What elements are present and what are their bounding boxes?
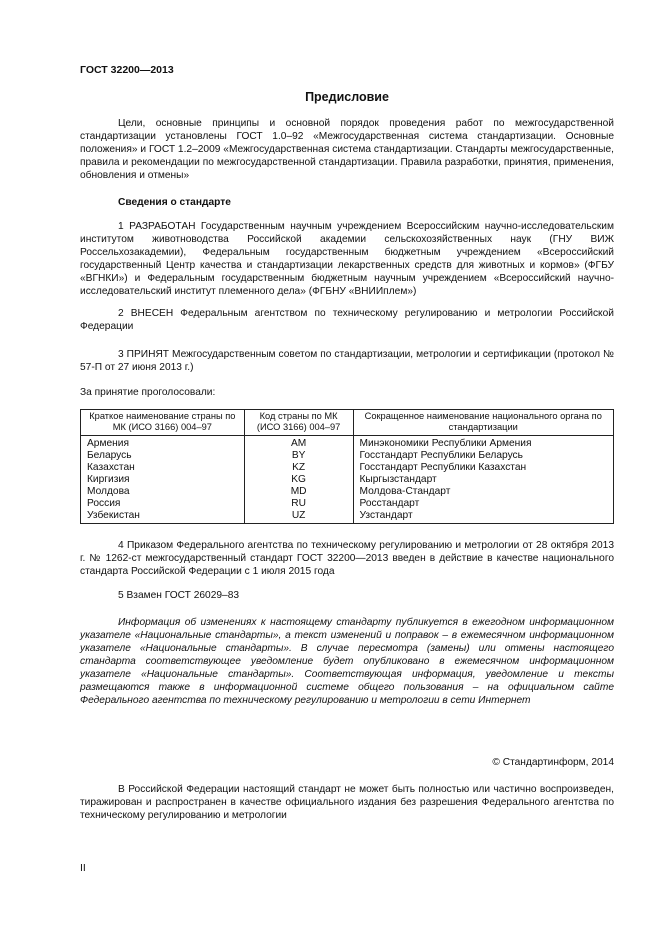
submitted-paragraph: 2 ВНЕСЕН Федеральным агентством по техническому регулированию и метрологии Российской Федерации bbox=[80, 308, 614, 332]
header-country: Краткое наименование страны по МК (ИСО 3166) 004–97 bbox=[81, 410, 245, 436]
country-cell: Узбекистан bbox=[81, 510, 245, 524]
body-cell: Госстандарт Республики Казахстан bbox=[353, 462, 614, 474]
country-cell: Беларусь bbox=[81, 450, 245, 462]
header-body: Сокращенное наименование национального органа по стандартизации bbox=[353, 410, 614, 436]
country-cell: Киргизия bbox=[81, 474, 245, 486]
table-row bbox=[81, 450, 614, 462]
intro-paragraph: Цели, основные принципы и основной порядок проведения работ по межгосударственной стандартизации установлены ГОСТ 1.0–92 «Межгосударственная система стандартизации. Основные положения» и ГОСТ 1.2–2009 «Межгосударственная система стандартизации. Стандарты межгосударственные, правила и рекомендации по межгосударственной стандартизации. Правила разработки, принятия, применения, обновления и отмены» bbox=[80, 118, 614, 181]
body-cell: Кыргызстандарт bbox=[353, 474, 614, 486]
standard-code: ГОСТ 32200—2013 bbox=[80, 64, 174, 76]
country-cell: Молдова bbox=[81, 486, 245, 498]
country-cell: Россия bbox=[81, 498, 245, 510]
body-cell: Узстандарт bbox=[353, 510, 614, 524]
country-cell: Армения bbox=[81, 436, 245, 451]
code-cell: AM bbox=[244, 436, 353, 451]
body-cell: Госстандарт Республики Беларусь bbox=[353, 450, 614, 462]
code-cell: KZ bbox=[244, 462, 353, 474]
code-cell: KG bbox=[244, 474, 353, 486]
page-title: Предисловие bbox=[305, 90, 389, 104]
body-cell: Молдова-Стандарт bbox=[353, 486, 614, 498]
code-cell: UZ bbox=[244, 510, 353, 524]
header-code: Код страны по МК (ИСО 3166) 004–97 bbox=[244, 410, 353, 436]
code-cell: BY bbox=[244, 450, 353, 462]
info-heading: Сведения о стандарте bbox=[118, 197, 231, 208]
table-row bbox=[81, 486, 614, 498]
country-cell: Казахстан bbox=[81, 462, 245, 474]
enacted-paragraph: 4 Приказом Федерального агентства по техническому регулированию и метрологии от 28 октября 2013 г. № 1262-ст межгосударственный стандарт ГОСТ 32200—2013 введен в действие в качестве национального стандарта Российской Федерации с 1 июля 2015 года bbox=[80, 540, 614, 577]
rights-paragraph: В Российской Федерации настоящий стандарт не может быть полностью или частично воспроизведен, тиражирован и распространен в качестве официального издания без разрешения Федерального агентства по техническому регулированию и метрологии bbox=[80, 784, 614, 821]
voted-label: За принятие проголосовали: bbox=[80, 387, 216, 398]
voting-table bbox=[80, 409, 614, 524]
table-header-row bbox=[81, 410, 614, 436]
code-cell: RU bbox=[244, 498, 353, 510]
replaces-paragraph: 5 Взамен ГОСТ 26029–83 bbox=[118, 590, 240, 601]
adopted-paragraph: 3 ПРИНЯТ Межгосударственным советом по стандартизации, метрологии и сертификации (протокол № 57-П от 27 июня 2013 г.) bbox=[80, 349, 614, 373]
page-number: II bbox=[80, 862, 86, 874]
body-cell: Росстандарт bbox=[353, 498, 614, 510]
table-row bbox=[81, 510, 614, 524]
table-row bbox=[81, 474, 614, 486]
copyright-line: © Стандартинформ, 2014 bbox=[492, 757, 614, 768]
developed-paragraph: 1 РАЗРАБОТАН Государственным научным учреждением Всероссийским научно-исследовательским институтом животноводства Российской академии сельскохозяйственных наук (ГНУ ВИЖ Россельхозакадемии), Федеральным государственным бюджетным учреждением «Всероссийский государственный Центр качества и стандартизации лекарственных средств для животных и кормов» (ФГБУ «ВГНКИ») и Федеральным государственным бюджетным научным учреждением «Всероссийский научно-исследовательский институт племенного дела» (ФГБНУ «ВНИИплем») bbox=[80, 221, 614, 297]
notice-paragraph: Информация об изменениях к настоящему стандарту публикуется в ежегодном информационном указателе «Национальные стандарты», а текст изменений и поправок – в ежемесячном информационном указателе «Национальные стандарты». В случае пересмотра (замены) или отмены настоящего стандарта соответствующее уведомление будет опубликовано в ежемесячном информационном указателе «Национальные стандарты». Соответствующая информация, уведомление и тексты размещаются также в информационной системе общего пользования – на официальном сайте Федерального агентства по техническому регулированию и метрологии в сети Интернет bbox=[80, 617, 614, 706]
body-cell: Минэкономики Республики Армения bbox=[353, 436, 614, 451]
code-cell: MD bbox=[244, 486, 353, 498]
table-row bbox=[81, 498, 614, 510]
table-row bbox=[81, 436, 614, 451]
table-row bbox=[81, 462, 614, 474]
